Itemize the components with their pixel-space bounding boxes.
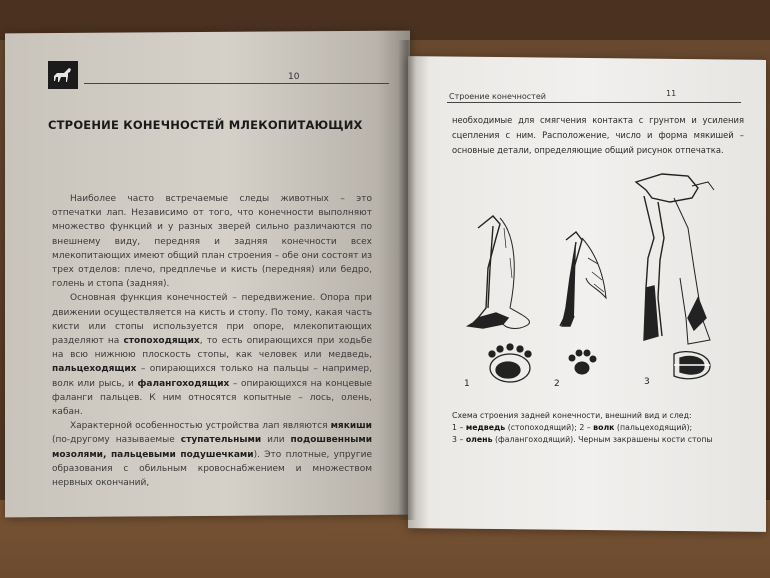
text-run: Основная функция конечностей – передвижение. Опора при движении осуществляется на кисть и стопу. По тому, какая часть кисти или стопы используется при опоре, млекопитающих разделяют на: [52, 293, 372, 347]
right-body-text: необходимые для смягчения контакта с грунтом и усиления сцепления с ним. Расположение, число и форма мякишей – основные детали, определяющие общий рисунок отпечатка.: [452, 115, 744, 155]
bear-hind-limb-drawing: [468, 216, 529, 329]
wolf-hind-limb-drawing: [560, 232, 606, 326]
horse-silhouette-icon: [48, 61, 78, 89]
paragraph: [52, 291, 372, 419]
text-run: – опирающихся только на пальцы – например, волк или рысь, и: [52, 364, 372, 389]
text-run: (по-другому называемые: [52, 435, 181, 446]
figure-label-2: 2: [554, 379, 560, 389]
bold-term: пальцеходящих: [52, 364, 137, 375]
text-run: Характерной особенностью устройства лап являются: [70, 421, 331, 432]
bold-term: мякиши: [330, 421, 372, 432]
header-rule: [84, 83, 389, 84]
page-number-right: 11: [666, 89, 677, 98]
paragraph: [52, 419, 372, 490]
caption-term: волк: [593, 422, 615, 432]
bold-term: фалангоходящих: [137, 378, 230, 389]
chapter-title: СТРОЕНИЕ КОНЕЧНОСТЕЙ МЛЕКОПИТАЮЩИХ: [48, 118, 363, 132]
paragraph: [52, 192, 372, 291]
text-run: ). Это плотные, упругие образования с обильным кровоснабжением и множеством нервных окончаний,: [52, 449, 372, 489]
bold-term: подошвенными мозолями, пальцевыми подушечками: [52, 435, 372, 460]
page-number-left: 10: [288, 72, 300, 82]
deer-hind-limb-drawing: [636, 174, 714, 344]
caption-term: медведь: [465, 422, 506, 432]
text-run: или: [261, 435, 291, 446]
caption-run: Схема строения задней конечности, внешний вид и след:: [452, 411, 692, 420]
figure-label-1: 1: [464, 379, 470, 389]
running-head: Строение конечностей: [449, 92, 546, 101]
text-run: Наиболее часто встречаемые следы животных – это отпечатки лап. Независимо от того, что конечности выполняют множество функций и у разных зверей сильно различаются по внешнему виду, передняя и задняя конечности всех млекопитающих имеют общий план строения – обе они состоят из трех отделов: плечо, предплечье и кисть (передняя) или бедро, голень и стопа (задняя).: [52, 194, 372, 290]
figure-label-3: 3: [644, 377, 650, 387]
text-run: , то есть опирающихся при ходьбе на всю нижнюю плоскость стопы, как человек или медведь,: [52, 336, 372, 361]
caption-term: олень: [465, 434, 493, 444]
limb-diagram: [448, 168, 743, 412]
figure-caption: [452, 410, 744, 445]
wolf-track: [569, 350, 596, 374]
caption-run: (фалангоходящий). Черным закрашены кости стопы: [492, 434, 713, 444]
caption-run: 1 –: [452, 422, 466, 432]
left-body-text: [52, 192, 372, 490]
bold-term: ступательными: [180, 435, 262, 446]
text-run: – опирающихся на концевые фаланги пальцев. К ним относятся копытные – лось, олень, кабан.: [52, 378, 372, 418]
deer-track: [674, 352, 710, 379]
bear-track: [489, 344, 531, 382]
book-gutter: [398, 40, 416, 520]
caption-run: 3 –: [452, 434, 466, 444]
bold-term: стопоходящих: [123, 336, 200, 347]
header-rule-right: [447, 102, 741, 103]
caption-run: (пальцеходящий);: [614, 422, 693, 432]
caption-run: (стопоходящий); 2 –: [505, 422, 594, 432]
